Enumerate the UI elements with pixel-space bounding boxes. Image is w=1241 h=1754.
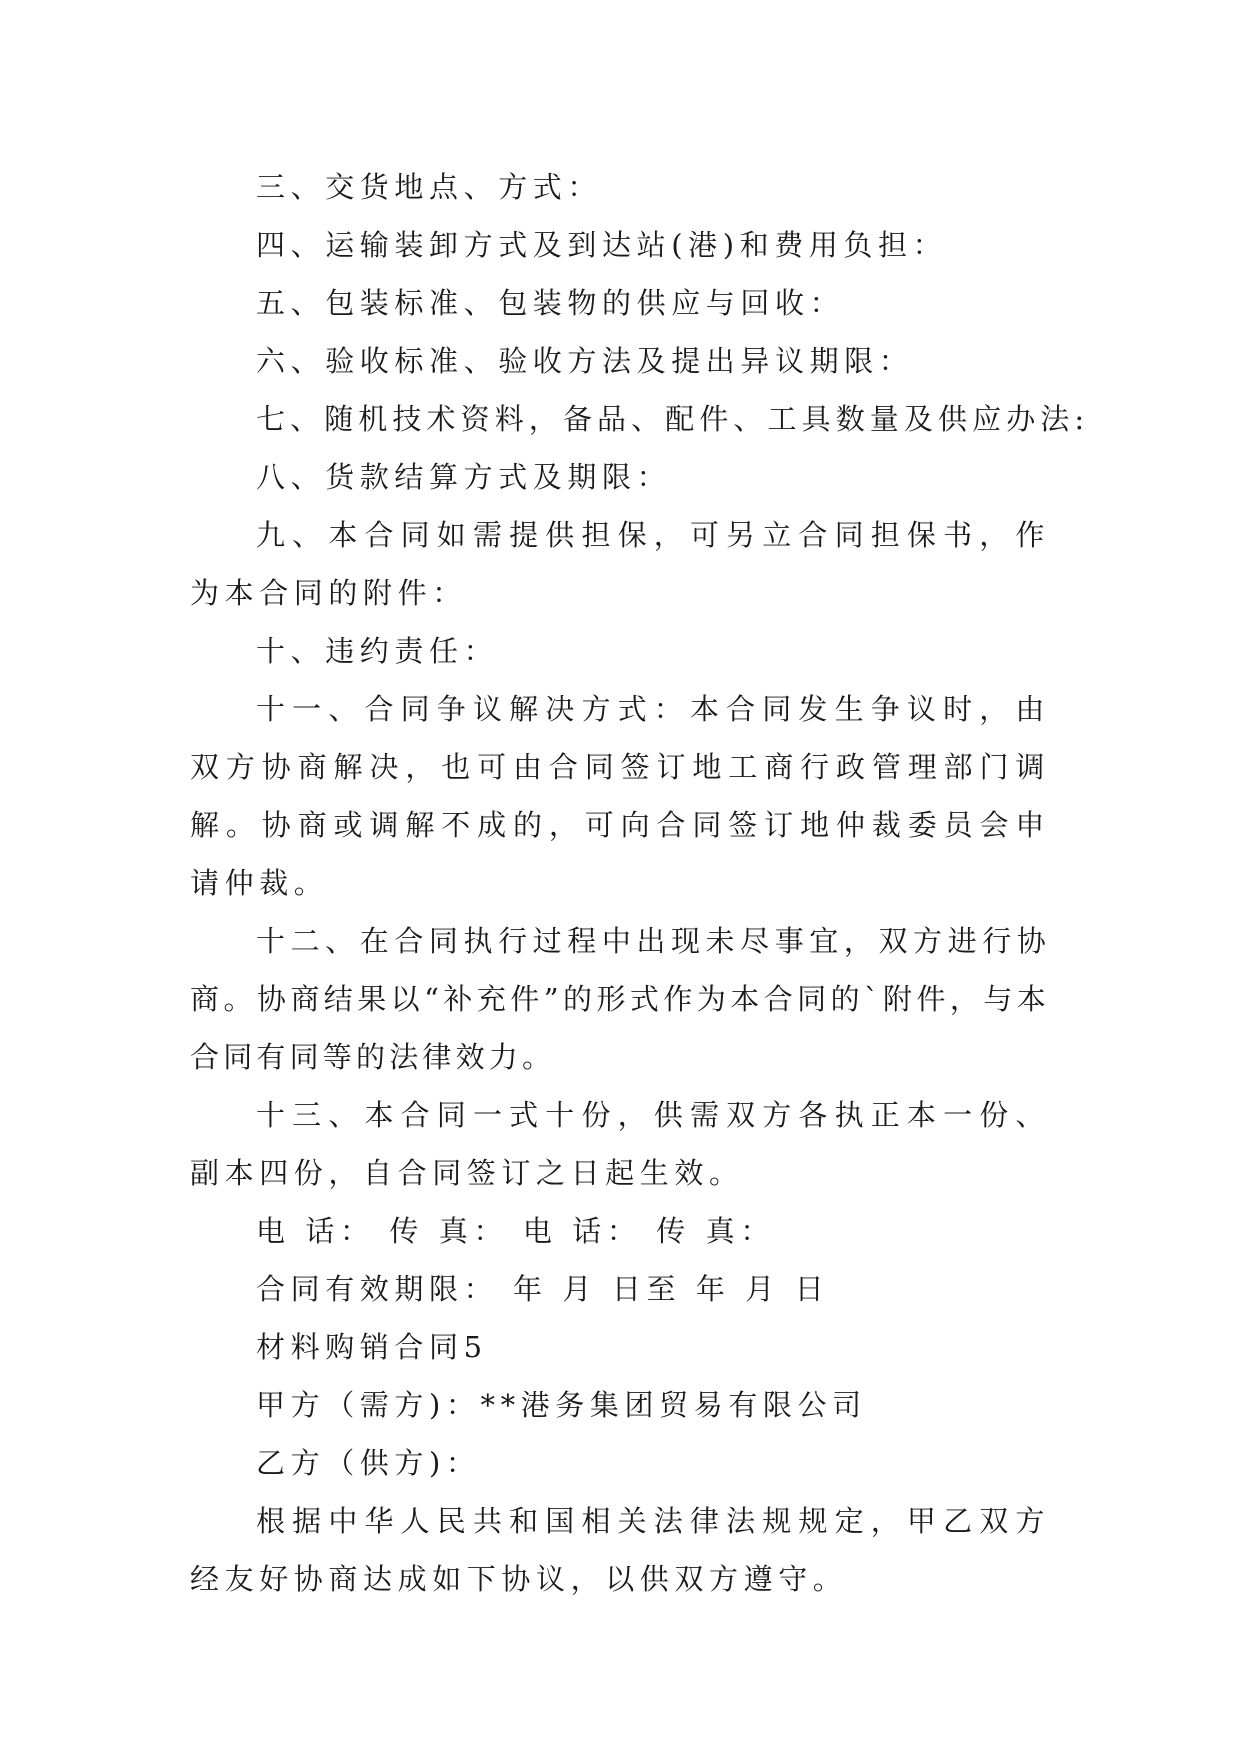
validity-line: 合同有效期限： 年 月 日至 年 月 日: [256, 1272, 830, 1306]
clause-10-liability: 十、违约责任：: [256, 634, 499, 668]
clause-12-supplement: 十二、在合同执行过程中出现未尽事宜，双方进行协商。协商结果以“补充件”的形式作为本合同的`附件，与本合同有同等的法律效力。: [190, 924, 1050, 1074]
clause-13-copies: 十三、本合同一式十份，供需双方各执正本一份、副本四份，自合同签订之日起生效。: [190, 1098, 1050, 1190]
phone-fax-line: 电 话： 传 真： 电 话： 传 真：: [256, 1214, 775, 1248]
clause-7-technical-data: 七、随机技术资料，备品、配件、工具数量及供应办法:: [256, 402, 1090, 436]
preamble-paragraph: 根据中华人民共和国相关法律法规规定，甲乙双方经友好协商达成如下协议，以供双方遵守。: [190, 1504, 1050, 1596]
party-a-line: 甲方（需方)：**港务集团贸易有限公司: [256, 1388, 867, 1422]
clause-4-transport: 四、运输装卸方式及到达站(港)和费用负担：: [256, 228, 948, 262]
document-body: [190, 158, 1090, 1608]
contract-title: 材料购销合同5: [256, 1330, 488, 1364]
clause-6-acceptance: 六、验收标准、验收方法及提出异议期限：: [256, 344, 914, 378]
clause-5-packaging: 五、包装标准、包装物的供应与回收：: [256, 286, 845, 320]
clause-11-dispute: 十一、合同争议解决方式：本合同发生争议时，由双方协商解决，也可由合同签订地工商行政管理部门调解。协商或调解不成的，可向合同签订地仲裁委员会申请仲裁。: [190, 692, 1050, 900]
party-b-line: 乙方（供方)：: [256, 1446, 481, 1480]
clause-3-delivery: 三、交货地点、方式：: [256, 170, 603, 204]
clause-8-payment: 八、货款结算方式及期限：: [256, 460, 672, 494]
clause-9-guarantee: 九、本合同如需提供担保，可另立合同担保书，作为本合同的附件：: [190, 518, 1050, 610]
